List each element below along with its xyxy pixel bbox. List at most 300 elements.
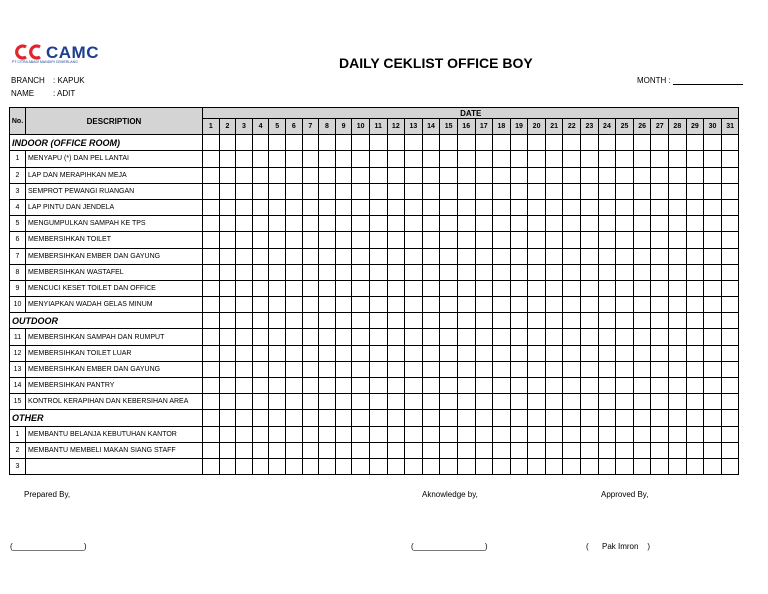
check-cell[interactable] [352, 361, 370, 377]
check-cell[interactable] [598, 248, 616, 264]
check-cell[interactable] [633, 232, 651, 248]
check-cell[interactable] [651, 280, 669, 296]
check-cell[interactable] [686, 361, 704, 377]
check-cell[interactable] [721, 264, 739, 280]
check-cell[interactable] [510, 232, 528, 248]
check-cell[interactable] [528, 426, 546, 442]
check-cell[interactable] [633, 426, 651, 442]
check-cell[interactable] [335, 426, 352, 442]
check-cell[interactable] [686, 426, 704, 442]
check-cell[interactable] [319, 458, 336, 474]
check-cell[interactable] [319, 297, 336, 313]
check-cell[interactable] [721, 297, 739, 313]
check-cell[interactable] [598, 183, 616, 199]
check-cell[interactable] [669, 199, 687, 215]
check-cell[interactable] [352, 297, 370, 313]
check-cell[interactable] [285, 345, 302, 361]
check-cell[interactable] [616, 199, 634, 215]
check-cell[interactable] [422, 394, 440, 410]
check-cell[interactable] [581, 151, 599, 167]
check-cell[interactable] [704, 183, 722, 199]
check-cell[interactable] [236, 232, 253, 248]
check-cell[interactable] [528, 151, 546, 167]
check-cell[interactable] [335, 394, 352, 410]
check-cell[interactable] [475, 329, 493, 345]
check-cell[interactable] [563, 442, 581, 458]
check-cell[interactable] [302, 458, 319, 474]
check-cell[interactable] [302, 345, 319, 361]
check-cell[interactable] [422, 442, 440, 458]
check-cell[interactable] [616, 442, 634, 458]
check-cell[interactable] [563, 329, 581, 345]
check-cell[interactable] [405, 426, 423, 442]
check-cell[interactable] [302, 280, 319, 296]
check-cell[interactable] [335, 280, 352, 296]
check-cell[interactable] [704, 361, 722, 377]
check-cell[interactable] [581, 183, 599, 199]
check-cell[interactable] [422, 378, 440, 394]
check-cell[interactable] [563, 232, 581, 248]
check-cell[interactable] [252, 199, 269, 215]
check-cell[interactable] [581, 280, 599, 296]
check-cell[interactable] [528, 345, 546, 361]
check-cell[interactable] [440, 151, 458, 167]
check-cell[interactable] [493, 264, 511, 280]
check-cell[interactable] [285, 183, 302, 199]
check-cell[interactable] [269, 232, 286, 248]
check-cell[interactable] [686, 442, 704, 458]
check-cell[interactable] [285, 442, 302, 458]
check-cell[interactable] [252, 167, 269, 183]
check-cell[interactable] [203, 394, 220, 410]
check-cell[interactable] [475, 183, 493, 199]
check-cell[interactable] [669, 442, 687, 458]
check-cell[interactable] [236, 280, 253, 296]
check-cell[interactable] [704, 442, 722, 458]
check-cell[interactable] [387, 280, 405, 296]
check-cell[interactable] [457, 378, 475, 394]
check-cell[interactable] [598, 458, 616, 474]
check-cell[interactable] [563, 264, 581, 280]
check-cell[interactable] [302, 264, 319, 280]
check-cell[interactable] [219, 361, 236, 377]
check-cell[interactable] [493, 426, 511, 442]
check-cell[interactable] [335, 458, 352, 474]
check-cell[interactable] [219, 151, 236, 167]
check-cell[interactable] [405, 167, 423, 183]
check-cell[interactable] [493, 167, 511, 183]
check-cell[interactable] [269, 297, 286, 313]
check-cell[interactable] [219, 442, 236, 458]
check-cell[interactable] [633, 458, 651, 474]
check-cell[interactable] [493, 378, 511, 394]
check-cell[interactable] [252, 361, 269, 377]
check-cell[interactable] [581, 199, 599, 215]
check-cell[interactable] [493, 329, 511, 345]
check-cell[interactable] [457, 264, 475, 280]
check-cell[interactable] [335, 232, 352, 248]
check-cell[interactable] [581, 426, 599, 442]
check-cell[interactable] [633, 280, 651, 296]
check-cell[interactable] [581, 297, 599, 313]
check-cell[interactable] [269, 458, 286, 474]
check-cell[interactable] [581, 458, 599, 474]
check-cell[interactable] [203, 426, 220, 442]
check-cell[interactable] [563, 458, 581, 474]
check-cell[interactable] [219, 167, 236, 183]
check-cell[interactable] [236, 183, 253, 199]
check-cell[interactable] [475, 216, 493, 232]
check-cell[interactable] [493, 216, 511, 232]
check-cell[interactable] [616, 329, 634, 345]
check-cell[interactable] [510, 151, 528, 167]
check-cell[interactable] [285, 151, 302, 167]
check-cell[interactable] [387, 458, 405, 474]
check-cell[interactable] [387, 394, 405, 410]
check-cell[interactable] [651, 183, 669, 199]
check-cell[interactable] [598, 199, 616, 215]
check-cell[interactable] [581, 248, 599, 264]
check-cell[interactable] [633, 183, 651, 199]
check-cell[interactable] [203, 232, 220, 248]
check-cell[interactable] [440, 199, 458, 215]
check-cell[interactable] [563, 183, 581, 199]
check-cell[interactable] [236, 297, 253, 313]
check-cell[interactable] [440, 458, 458, 474]
check-cell[interactable] [704, 199, 722, 215]
check-cell[interactable] [252, 232, 269, 248]
check-cell[interactable] [252, 394, 269, 410]
check-cell[interactable] [686, 167, 704, 183]
check-cell[interactable] [616, 167, 634, 183]
check-cell[interactable] [669, 248, 687, 264]
check-cell[interactable] [405, 361, 423, 377]
check-cell[interactable] [302, 378, 319, 394]
check-cell[interactable] [475, 378, 493, 394]
check-cell[interactable] [302, 361, 319, 377]
check-cell[interactable] [269, 329, 286, 345]
check-cell[interactable] [545, 151, 563, 167]
check-cell[interactable] [545, 442, 563, 458]
check-cell[interactable] [352, 378, 370, 394]
acknowledge-signature-blank[interactable]: (________________) [411, 542, 488, 551]
check-cell[interactable] [651, 232, 669, 248]
check-cell[interactable] [440, 345, 458, 361]
check-cell[interactable] [651, 394, 669, 410]
check-cell[interactable] [475, 264, 493, 280]
check-cell[interactable] [686, 232, 704, 248]
check-cell[interactable] [219, 345, 236, 361]
check-cell[interactable] [203, 264, 220, 280]
check-cell[interactable] [581, 167, 599, 183]
check-cell[interactable] [510, 361, 528, 377]
check-cell[interactable] [669, 394, 687, 410]
check-cell[interactable] [704, 232, 722, 248]
check-cell[interactable] [616, 378, 634, 394]
check-cell[interactable] [405, 442, 423, 458]
check-cell[interactable] [319, 183, 336, 199]
check-cell[interactable] [669, 183, 687, 199]
check-cell[interactable] [704, 378, 722, 394]
check-cell[interactable] [510, 264, 528, 280]
check-cell[interactable] [669, 297, 687, 313]
check-cell[interactable] [422, 216, 440, 232]
check-cell[interactable] [528, 458, 546, 474]
check-cell[interactable] [721, 183, 739, 199]
check-cell[interactable] [352, 458, 370, 474]
check-cell[interactable] [457, 199, 475, 215]
check-cell[interactable] [721, 394, 739, 410]
check-cell[interactable] [387, 167, 405, 183]
check-cell[interactable] [252, 280, 269, 296]
check-cell[interactable] [387, 232, 405, 248]
check-cell[interactable] [369, 167, 387, 183]
check-cell[interactable] [440, 248, 458, 264]
check-cell[interactable] [651, 264, 669, 280]
check-cell[interactable] [704, 458, 722, 474]
check-cell[interactable] [475, 280, 493, 296]
check-cell[interactable] [528, 378, 546, 394]
check-cell[interactable] [285, 280, 302, 296]
check-cell[interactable] [545, 280, 563, 296]
check-cell[interactable] [352, 167, 370, 183]
check-cell[interactable] [335, 329, 352, 345]
check-cell[interactable] [528, 167, 546, 183]
check-cell[interactable] [269, 248, 286, 264]
check-cell[interactable] [616, 345, 634, 361]
check-cell[interactable] [319, 199, 336, 215]
check-cell[interactable] [219, 297, 236, 313]
check-cell[interactable] [352, 345, 370, 361]
check-cell[interactable] [285, 232, 302, 248]
check-cell[interactable] [651, 329, 669, 345]
check-cell[interactable] [236, 345, 253, 361]
check-cell[interactable] [704, 280, 722, 296]
check-cell[interactable] [422, 458, 440, 474]
check-cell[interactable] [545, 264, 563, 280]
check-cell[interactable] [598, 345, 616, 361]
check-cell[interactable] [203, 378, 220, 394]
check-cell[interactable] [269, 199, 286, 215]
check-cell[interactable] [252, 248, 269, 264]
check-cell[interactable] [581, 216, 599, 232]
check-cell[interactable] [252, 378, 269, 394]
check-cell[interactable] [335, 183, 352, 199]
check-cell[interactable] [457, 394, 475, 410]
check-cell[interactable] [387, 378, 405, 394]
check-cell[interactable] [203, 151, 220, 167]
check-cell[interactable] [721, 329, 739, 345]
check-cell[interactable] [269, 216, 286, 232]
check-cell[interactable] [302, 442, 319, 458]
check-cell[interactable] [405, 216, 423, 232]
check-cell[interactable] [457, 248, 475, 264]
check-cell[interactable] [387, 199, 405, 215]
check-cell[interactable] [651, 199, 669, 215]
check-cell[interactable] [545, 216, 563, 232]
check-cell[interactable] [457, 345, 475, 361]
check-cell[interactable] [236, 426, 253, 442]
check-cell[interactable] [387, 329, 405, 345]
check-cell[interactable] [422, 167, 440, 183]
check-cell[interactable] [669, 264, 687, 280]
check-cell[interactable] [669, 151, 687, 167]
check-cell[interactable] [616, 264, 634, 280]
check-cell[interactable] [686, 199, 704, 215]
check-cell[interactable] [269, 151, 286, 167]
check-cell[interactable] [236, 216, 253, 232]
check-cell[interactable] [598, 280, 616, 296]
check-cell[interactable] [203, 199, 220, 215]
check-cell[interactable] [387, 183, 405, 199]
check-cell[interactable] [422, 361, 440, 377]
check-cell[interactable] [545, 199, 563, 215]
check-cell[interactable] [457, 151, 475, 167]
check-cell[interactable] [510, 329, 528, 345]
check-cell[interactable] [633, 216, 651, 232]
check-cell[interactable] [686, 458, 704, 474]
check-cell[interactable] [493, 458, 511, 474]
check-cell[interactable] [335, 378, 352, 394]
check-cell[interactable] [319, 361, 336, 377]
check-cell[interactable] [405, 345, 423, 361]
check-cell[interactable] [269, 378, 286, 394]
check-cell[interactable] [440, 280, 458, 296]
check-cell[interactable] [352, 426, 370, 442]
check-cell[interactable] [669, 216, 687, 232]
check-cell[interactable] [319, 151, 336, 167]
check-cell[interactable] [633, 199, 651, 215]
check-cell[interactable] [285, 167, 302, 183]
check-cell[interactable] [269, 426, 286, 442]
check-cell[interactable] [422, 426, 440, 442]
check-cell[interactable] [302, 199, 319, 215]
check-cell[interactable] [669, 345, 687, 361]
check-cell[interactable] [651, 458, 669, 474]
check-cell[interactable] [581, 329, 599, 345]
check-cell[interactable] [252, 151, 269, 167]
check-cell[interactable] [457, 167, 475, 183]
check-cell[interactable] [219, 280, 236, 296]
check-cell[interactable] [598, 378, 616, 394]
check-cell[interactable] [219, 216, 236, 232]
check-cell[interactable] [686, 280, 704, 296]
check-cell[interactable] [510, 297, 528, 313]
check-cell[interactable] [236, 167, 253, 183]
check-cell[interactable] [405, 151, 423, 167]
check-cell[interactable] [545, 297, 563, 313]
check-cell[interactable] [598, 361, 616, 377]
check-cell[interactable] [369, 216, 387, 232]
check-cell[interactable] [457, 183, 475, 199]
check-cell[interactable] [633, 248, 651, 264]
check-cell[interactable] [633, 345, 651, 361]
check-cell[interactable] [252, 458, 269, 474]
check-cell[interactable] [528, 442, 546, 458]
check-cell[interactable] [528, 232, 546, 248]
check-cell[interactable] [457, 458, 475, 474]
check-cell[interactable] [269, 167, 286, 183]
check-cell[interactable] [686, 378, 704, 394]
check-cell[interactable] [510, 378, 528, 394]
check-cell[interactable] [335, 199, 352, 215]
check-cell[interactable] [405, 232, 423, 248]
check-cell[interactable] [369, 199, 387, 215]
check-cell[interactable] [319, 280, 336, 296]
check-cell[interactable] [252, 345, 269, 361]
check-cell[interactable] [422, 345, 440, 361]
check-cell[interactable] [352, 264, 370, 280]
check-cell[interactable] [335, 167, 352, 183]
check-cell[interactable] [510, 183, 528, 199]
check-cell[interactable] [704, 151, 722, 167]
check-cell[interactable] [721, 167, 739, 183]
check-cell[interactable] [686, 151, 704, 167]
check-cell[interactable] [704, 297, 722, 313]
check-cell[interactable] [269, 394, 286, 410]
check-cell[interactable] [528, 183, 546, 199]
check-cell[interactable] [598, 329, 616, 345]
check-cell[interactable] [633, 361, 651, 377]
check-cell[interactable] [203, 183, 220, 199]
check-cell[interactable] [405, 183, 423, 199]
check-cell[interactable] [616, 232, 634, 248]
check-cell[interactable] [236, 442, 253, 458]
check-cell[interactable] [352, 394, 370, 410]
check-cell[interactable] [669, 378, 687, 394]
check-cell[interactable] [704, 394, 722, 410]
check-cell[interactable] [405, 199, 423, 215]
check-cell[interactable] [563, 345, 581, 361]
check-cell[interactable] [704, 248, 722, 264]
check-cell[interactable] [616, 216, 634, 232]
check-cell[interactable] [510, 442, 528, 458]
check-cell[interactable] [457, 361, 475, 377]
check-cell[interactable] [545, 345, 563, 361]
check-cell[interactable] [545, 361, 563, 377]
check-cell[interactable] [440, 426, 458, 442]
check-cell[interactable] [319, 378, 336, 394]
check-cell[interactable] [252, 329, 269, 345]
check-cell[interactable] [510, 280, 528, 296]
check-cell[interactable] [422, 297, 440, 313]
check-cell[interactable] [528, 280, 546, 296]
check-cell[interactable] [633, 297, 651, 313]
check-cell[interactable] [545, 458, 563, 474]
check-cell[interactable] [686, 264, 704, 280]
check-cell[interactable] [581, 264, 599, 280]
check-cell[interactable] [598, 264, 616, 280]
check-cell[interactable] [285, 378, 302, 394]
check-cell[interactable] [302, 297, 319, 313]
check-cell[interactable] [581, 232, 599, 248]
check-cell[interactable] [422, 183, 440, 199]
check-cell[interactable] [598, 442, 616, 458]
check-cell[interactable] [563, 378, 581, 394]
check-cell[interactable] [686, 394, 704, 410]
check-cell[interactable] [252, 426, 269, 442]
check-cell[interactable] [387, 442, 405, 458]
check-cell[interactable] [510, 345, 528, 361]
check-cell[interactable] [616, 394, 634, 410]
check-cell[interactable] [269, 280, 286, 296]
check-cell[interactable] [721, 378, 739, 394]
check-cell[interactable] [528, 199, 546, 215]
check-cell[interactable] [335, 345, 352, 361]
check-cell[interactable] [352, 442, 370, 458]
check-cell[interactable] [302, 426, 319, 442]
check-cell[interactable] [475, 232, 493, 248]
